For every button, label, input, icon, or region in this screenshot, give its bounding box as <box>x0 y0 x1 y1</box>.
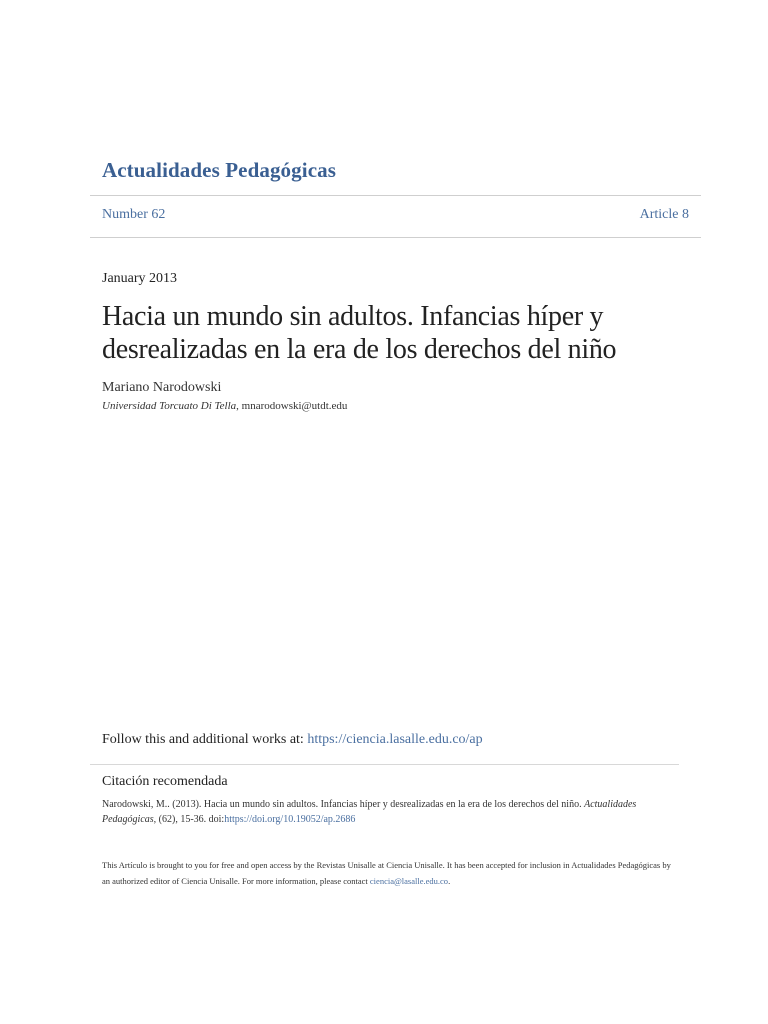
citation-text <box>102 797 662 827</box>
citation-text-part-2: (62), 15-36. doi: <box>156 814 225 825</box>
header-rule-top <box>90 195 701 196</box>
article-title-line-1: Hacia un mundo sin adultos. Infancias híper y <box>102 301 604 332</box>
journal-title-link[interactable]: Actualidades Pedagógicas <box>102 158 336 182</box>
citation-text-part-1: Narodowski, M.. (2013). Hacia un mundo sin adultos. Infancias híper y desrealizadas en la era de los derechos del niño. <box>102 799 585 810</box>
citation-heading: Citación recomendada <box>102 774 228 789</box>
author-name: Mariano Narodowski <box>102 380 222 395</box>
access-notice <box>102 857 677 889</box>
follow-line <box>102 732 483 748</box>
author-institution: Universidad Torcuato Di Tella <box>102 400 237 412</box>
follow-label: Follow this and additional works at: <box>102 732 308 747</box>
article-title <box>102 300 682 366</box>
publication-date: January 2013 <box>102 271 178 286</box>
citation-journal: Actualidades Pedagógicas, <box>102 799 637 825</box>
article-number-link[interactable]: Article 8 <box>639 207 689 222</box>
follow-url-link[interactable]: https://ciencia.lasalle.edu.co/ap <box>307 732 483 747</box>
author-affiliation <box>102 400 347 412</box>
issue-number-link[interactable]: Number 62 <box>102 207 166 222</box>
citation-rule <box>90 764 679 765</box>
header-rule-bottom <box>90 237 701 238</box>
contact-email-link[interactable]: ciencia@lasalle.edu.co <box>369 876 449 886</box>
article-title-line-2: desrealizadas en la era de los derechos del niño <box>102 334 617 365</box>
issue-meta-row <box>102 207 689 223</box>
author-email: , mnarodowski@utdt.edu <box>236 400 348 412</box>
access-notice-end: . <box>448 876 451 886</box>
access-notice-text: This Artículo is brought to you for free and open access by the Revistas Unisalle at Ciencia Unisalle. It has been accepted for inclusion in Actualidades Pedagógicas by an authorized editor of Ciencia Unisalle. For more information, please contact <box>102 860 671 886</box>
citation-doi-link[interactable]: https://doi.org/10.19052/ap.2686 <box>224 814 356 825</box>
